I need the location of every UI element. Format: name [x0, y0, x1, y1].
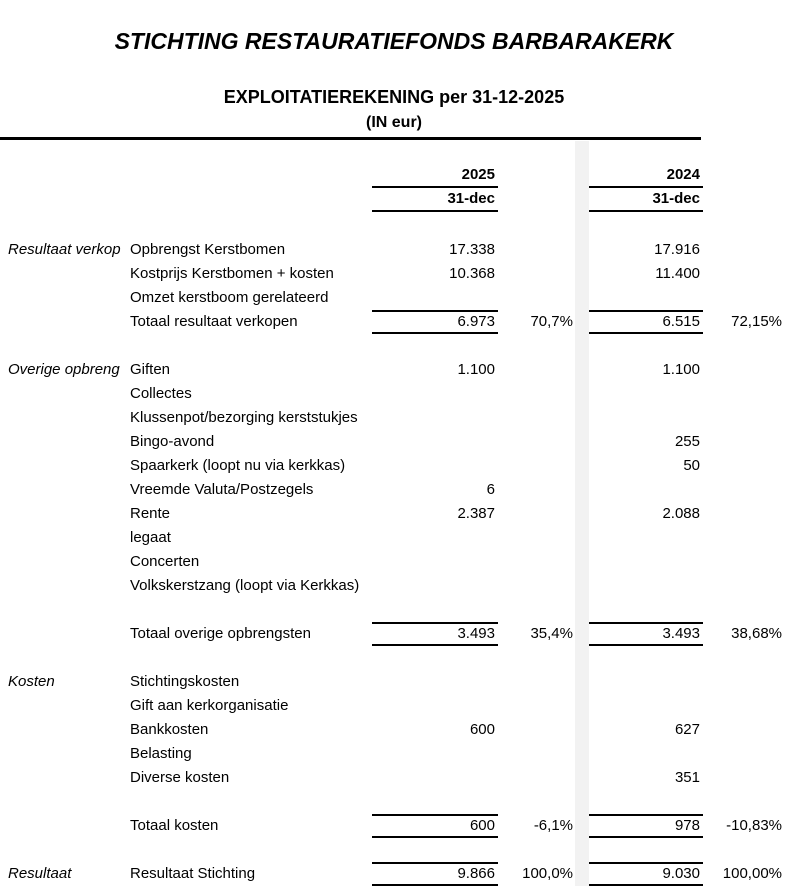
spacer: [575, 188, 589, 212]
percent-2024: [703, 478, 788, 502]
statement-rows: [0, 238, 788, 886]
value-2024: [589, 646, 703, 670]
percent-2025: -6,1%: [533, 817, 573, 834]
value-2025: [372, 790, 498, 814]
value-2025: [372, 406, 498, 430]
value-2024: [589, 670, 703, 694]
percent-2024: [703, 550, 788, 574]
table-row: [0, 622, 788, 646]
percent-2025: [498, 406, 575, 430]
table-row: [0, 838, 788, 862]
spacer: [575, 574, 589, 598]
statement-title: EXPLOITATIEREKENING per 31-12-2025: [223, 87, 565, 107]
spacer: [575, 766, 589, 790]
section-label: [0, 502, 130, 526]
value-2025: [372, 286, 498, 310]
section-label: [0, 598, 130, 622]
value-2025: [372, 526, 498, 550]
table-row: [0, 310, 788, 334]
value-2025: 1.100: [457, 361, 495, 378]
table-row: [0, 862, 788, 886]
section-label: [0, 574, 130, 598]
percent-2024: [703, 646, 788, 670]
section-label: [0, 550, 130, 574]
percent-2024: [703, 358, 788, 382]
table-row: [0, 502, 788, 526]
value-2025: 9.866: [372, 862, 498, 886]
row-label: Bingo-avond: [130, 433, 215, 450]
value-2024: [589, 790, 703, 814]
value-2025: 600: [469, 721, 495, 738]
row-label: [130, 598, 372, 622]
section-label: [0, 406, 130, 430]
header-divider-rule: [0, 137, 701, 140]
value-2024: 978: [589, 814, 703, 838]
spacer: [575, 478, 589, 502]
percent-2024: [703, 838, 788, 862]
value-2025: [372, 574, 498, 598]
value-2025: [372, 838, 498, 862]
table-row: [0, 358, 788, 382]
percent-2025: [498, 742, 575, 766]
row-label: [130, 790, 372, 814]
value-2025: [372, 550, 498, 574]
section-label: [0, 742, 130, 766]
row-label: Stichtingskosten: [130, 673, 240, 690]
table-row: [0, 766, 788, 790]
section-label: [0, 310, 130, 334]
percent-2025: [498, 694, 575, 718]
percent-2024: [703, 670, 788, 694]
section-label: [0, 262, 130, 286]
section-label: Kosten: [8, 673, 55, 690]
value-2024: 9.030: [589, 862, 703, 886]
value-2025: 10.368: [449, 265, 495, 282]
value-2024: [589, 526, 703, 550]
percent-2024: [703, 382, 788, 406]
percent-2025: [498, 430, 575, 454]
spacer: [575, 310, 589, 334]
row-label: Opbrengst Kerstbomen: [130, 241, 286, 258]
section-label: [0, 478, 130, 502]
row-label: [130, 334, 372, 358]
table-row: [0, 670, 788, 694]
table-row: [0, 526, 788, 550]
percent-2025: [498, 454, 575, 478]
table-row: [0, 574, 788, 598]
percent-2024: [703, 574, 788, 598]
spacer: [575, 238, 589, 262]
spacer: [575, 598, 589, 622]
spacer: [498, 188, 575, 212]
spacer: [575, 694, 589, 718]
row-label: [130, 838, 372, 862]
value-2025: 3.493: [372, 622, 498, 646]
section-label: [0, 382, 130, 406]
value-2025: [372, 598, 498, 622]
table-row: [0, 430, 788, 454]
percent-2024: [703, 742, 788, 766]
col-header-date-2025: 31-dec: [372, 188, 498, 212]
value-2025: 600: [372, 814, 498, 838]
spacer: [575, 742, 589, 766]
row-label: Resultaat Stichting: [130, 865, 256, 882]
section-label: [0, 454, 130, 478]
spacer: [575, 790, 589, 814]
unit-note: (IN eur): [366, 114, 422, 131]
row-label: Totaal resultaat verkopen: [130, 313, 298, 330]
section-label: Resultaat verkop: [8, 241, 121, 258]
percent-2024: [703, 598, 788, 622]
row-label: legaat: [130, 529, 171, 546]
row-label: Totaal overige opbrengsten: [130, 625, 311, 642]
row-label: Bankkosten: [130, 721, 209, 738]
percent-2025: [498, 790, 575, 814]
percent-2024: [703, 286, 788, 310]
table-row: [0, 454, 788, 478]
col-header-date-2024: 31-dec: [589, 188, 703, 212]
percent-2024: 72,15%: [731, 313, 782, 330]
value-2024: 2.088: [662, 505, 700, 522]
spacer: [0, 188, 130, 212]
spacer: [575, 454, 589, 478]
table-row: [0, 790, 788, 814]
value-2024: 6.515: [589, 310, 703, 334]
value-2024: 50: [683, 457, 700, 474]
percent-2025: [498, 334, 575, 358]
percent-2024: [703, 694, 788, 718]
value-2025: [372, 334, 498, 358]
col-header-year-2025: 2025: [372, 164, 498, 188]
value-2024: 17.916: [654, 241, 700, 258]
row-label: Volkskerstzang (loopt via Kerkkas): [130, 577, 360, 594]
percent-2024: [703, 790, 788, 814]
spacer: [575, 358, 589, 382]
spacer: [575, 862, 589, 886]
spacer: [575, 814, 589, 838]
spacer: [575, 286, 589, 310]
row-label: Collectes: [130, 385, 192, 402]
value-2024: [589, 334, 703, 358]
spacer: [575, 334, 589, 358]
spacer: [575, 164, 589, 188]
percent-2024: [703, 334, 788, 358]
row-label: Diverse kosten: [130, 769, 230, 786]
row-label: Totaal kosten: [130, 817, 219, 834]
percent-2025: [498, 478, 575, 502]
spacer: [575, 718, 589, 742]
section-label: [0, 622, 130, 646]
percent-2025: [498, 262, 575, 286]
row-label: Kostprijs Kerstbomen + kosten: [130, 265, 334, 282]
value-2025: 17.338: [449, 241, 495, 258]
value-2024: [589, 382, 703, 406]
percent-2025: [498, 502, 575, 526]
percent-2024: [703, 766, 788, 790]
section-label: [0, 790, 130, 814]
value-2025: 2.387: [457, 505, 495, 522]
row-label: Klussenpot/bezorging kerststukjes: [130, 409, 358, 426]
section-label: [0, 694, 130, 718]
percent-2025: [498, 550, 575, 574]
value-2024: 11.400: [655, 265, 700, 282]
spacer: [130, 188, 372, 212]
spacer: [0, 164, 130, 188]
year-header-row: [0, 164, 788, 188]
row-label: Omzet kerstboom gerelateerd: [130, 289, 329, 306]
value-2024: 627: [674, 721, 700, 738]
table-row: [0, 718, 788, 742]
value-2025: 6: [486, 481, 495, 498]
spacer: [575, 670, 589, 694]
value-2025: [372, 454, 498, 478]
percent-2025: [498, 286, 575, 310]
percent-2025: [498, 718, 575, 742]
section-label: [0, 430, 130, 454]
percent-2024: [703, 454, 788, 478]
section-label: [0, 526, 130, 550]
percent-2025: 70,7%: [530, 313, 573, 330]
spacer: [498, 164, 575, 188]
section-label: [0, 838, 130, 862]
section-label: [0, 646, 130, 670]
spacer: [703, 188, 788, 212]
row-label: [130, 646, 372, 670]
percent-2025: [498, 574, 575, 598]
value-2024: [589, 286, 703, 310]
percent-2024: [703, 406, 788, 430]
percent-2024: 100,00%: [722, 865, 782, 882]
percent-2024: [703, 718, 788, 742]
value-2024: [589, 598, 703, 622]
percent-2024: [703, 430, 788, 454]
row-label: Belasting: [130, 745, 192, 762]
value-2024: [589, 838, 703, 862]
percent-2025: [498, 838, 575, 862]
percent-2025: [498, 358, 575, 382]
section-label: [0, 766, 130, 790]
col-header-year-2024: 2024: [589, 164, 703, 188]
row-label: Rente: [130, 505, 171, 522]
value-2024: [589, 694, 703, 718]
spacer: [575, 502, 589, 526]
table-row: [0, 262, 788, 286]
table-row: [0, 406, 788, 430]
table-row: [0, 742, 788, 766]
value-2025: [372, 646, 498, 670]
row-label: Concerten: [130, 553, 200, 570]
table-row: [0, 814, 788, 838]
section-label: [0, 814, 130, 838]
value-2024: 351: [674, 769, 700, 786]
table-row: [0, 478, 788, 502]
value-2024: [589, 406, 703, 430]
section-label: Overige opbreng: [8, 361, 120, 378]
percent-2024: [703, 262, 788, 286]
value-2025: 6.973: [372, 310, 498, 334]
percent-2025: [498, 766, 575, 790]
spacer: [575, 382, 589, 406]
table-row: [0, 550, 788, 574]
spacer: [575, 406, 589, 430]
value-2025: [372, 670, 498, 694]
percent-2025: [498, 382, 575, 406]
percent-2024: 38,68%: [731, 625, 782, 642]
row-label: Gift aan kerkorganisatie: [130, 697, 289, 714]
table-row: [0, 286, 788, 310]
value-2024: [589, 478, 703, 502]
value-2024: [589, 574, 703, 598]
spacer: [703, 164, 788, 188]
percent-2025: [498, 598, 575, 622]
percent-2025: [498, 526, 575, 550]
table-row: [0, 694, 788, 718]
percent-2024: [703, 502, 788, 526]
spacer: [575, 526, 589, 550]
row-label: Giften: [130, 361, 171, 378]
value-2025: [372, 694, 498, 718]
value-2025: [372, 742, 498, 766]
value-2024: 3.493: [589, 622, 703, 646]
spacer: [575, 550, 589, 574]
value-2024: 1.100: [662, 361, 700, 378]
page-title: STICHTING RESTAURATIEFONDS BARBARAKERK: [114, 28, 674, 54]
spacer: [575, 646, 589, 670]
spacer: [575, 262, 589, 286]
table-row: [0, 238, 788, 262]
section-label: Resultaat: [8, 865, 72, 882]
spacer: [130, 164, 372, 188]
value-2025: [372, 766, 498, 790]
value-2024: [589, 550, 703, 574]
section-label: [0, 286, 130, 310]
date-header-row: [0, 188, 788, 212]
percent-2025: 35,4%: [530, 625, 573, 642]
value-2024: 255: [674, 433, 700, 450]
table-row: [0, 334, 788, 358]
table-row: [0, 382, 788, 406]
percent-2024: [703, 238, 788, 262]
percent-2024: [703, 526, 788, 550]
table-row: [0, 646, 788, 670]
spacer: [575, 430, 589, 454]
percent-2025: [498, 646, 575, 670]
spacer: [575, 622, 589, 646]
table-row: [0, 598, 788, 622]
value-2024: [589, 742, 703, 766]
section-label: [0, 718, 130, 742]
section-label: [0, 334, 130, 358]
percent-2025: [498, 238, 575, 262]
percent-2024: -10,83%: [726, 817, 782, 834]
row-label: Vreemde Valuta/Postzegels: [130, 481, 314, 498]
percent-2025: 100,0%: [522, 865, 573, 882]
row-label: Spaarkerk (loopt nu via kerkkas): [130, 457, 346, 474]
value-2025: [372, 382, 498, 406]
column-headers: [0, 164, 788, 212]
value-2025: [372, 430, 498, 454]
spacer: [575, 838, 589, 862]
percent-2025: [498, 670, 575, 694]
